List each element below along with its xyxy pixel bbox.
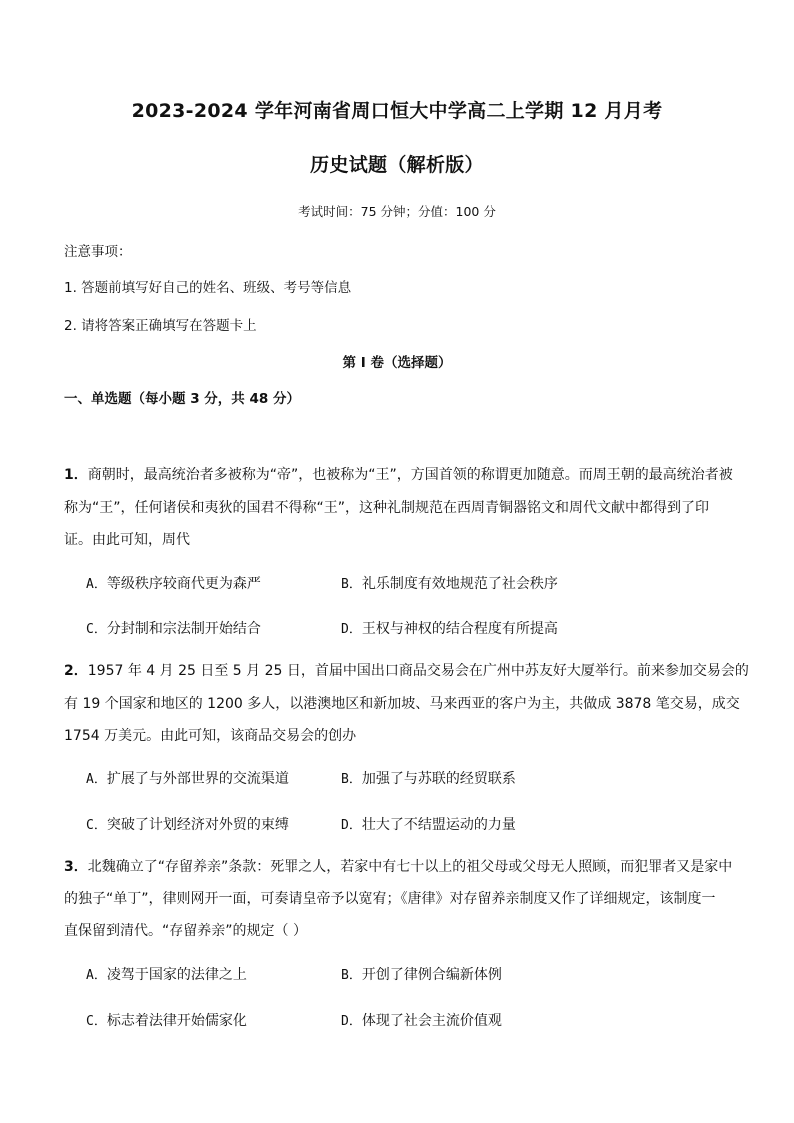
question-number: 2． (64, 663, 88, 679)
section-title: 第 I 卷（选择题） (342, 355, 452, 371)
exam-subtitle: 历史试题（解析版） (310, 154, 484, 176)
question-line: 称为“王”，任何诸侯和夷狄的国君不得称“王”，这种礼制规范在西周青铜器铭文和周代文献中都得到了印 (64, 500, 710, 516)
option-c[interactable]: C．分封制和宗法制开始结合 (86, 621, 261, 637)
option-d[interactable]: D．体现了社会主流价值观 (341, 1013, 502, 1029)
question-line: 的独子“单丁”，律则网开一面，可奏请皇帝予以宽宥；《唐律》对存留养亲制度又作了详细规定，该制度一 (64, 891, 716, 907)
question-line: 1754 万美元。由此可知，该商品交易会的创办 (64, 728, 357, 744)
option-d[interactable]: D．壮大了不结盟运动的力量 (341, 817, 516, 833)
question-line (64, 660, 749, 680)
question-line: 证。由此可知，周代 (64, 532, 190, 548)
question-number: 1． (64, 467, 88, 483)
option-b[interactable]: B．开创了律例合编新体例 (341, 967, 502, 983)
option-a[interactable]: A．扩展了与外部世界的交流渠道 (86, 771, 289, 787)
option-a[interactable]: A．凌驾于国家的法律之上 (86, 967, 247, 983)
question-number: 3． (64, 859, 88, 875)
question-text: 北魏确立了“存留养亲”条款：死罪之人，若家中有七十以上的祖父母或父母无人照顾，而犯罪者又是家中 (87, 859, 733, 875)
exam-title: 2023-2024 学年河南省周口恒大中学高二上学期 12 月月考 (131, 100, 663, 122)
question-line: 有 19 个国家和地区的 1200 多人，以港澳地区和新加坡、马来西亚的客户为主，共做成 3878 笔交易，成交 (64, 696, 740, 712)
question-line (64, 856, 732, 876)
option-c[interactable]: C．标志着法律开始儒家化 (86, 1013, 247, 1029)
exam-meta: 考试时间：75 分钟；分值：100 分 (298, 204, 496, 219)
option-a[interactable]: A．等级秩序较商代更为森严 (86, 576, 261, 592)
part-title: 一、单选题（每小题 3 分，共 48 分） (64, 391, 300, 407)
question-line (64, 464, 733, 484)
option-d[interactable]: D．王权与神权的结合程度有所提高 (341, 621, 558, 637)
option-b[interactable]: B．礼乐制度有效地规范了社会秩序 (341, 576, 558, 592)
note-item: 2. 请将答案正确填写在答题卡上 (64, 318, 257, 334)
note-item: 1. 答题前填写好自己的姓名、班级、考号等信息 (64, 280, 352, 296)
notes-heading: 注意事项： (64, 244, 132, 260)
option-b[interactable]: B．加强了与苏联的经贸联系 (341, 771, 516, 787)
question-text: 1957 年 4 月 25 日至 5 月 25 日，首届中国出口商品交易会在广州中苏友好大厦举行。前来参加交易会的 (87, 663, 749, 679)
option-c[interactable]: C．突破了计划经济对外贸的束缚 (86, 817, 289, 833)
question-line: 直保留到清代。“存留养亲”的规定（ ） (64, 923, 307, 939)
question-text: 商朝时，最高统治者多被称为“帝”，也被称为“王”，方国首领的称谓更加随意。而周王朝的最高统治者被 (87, 467, 733, 483)
